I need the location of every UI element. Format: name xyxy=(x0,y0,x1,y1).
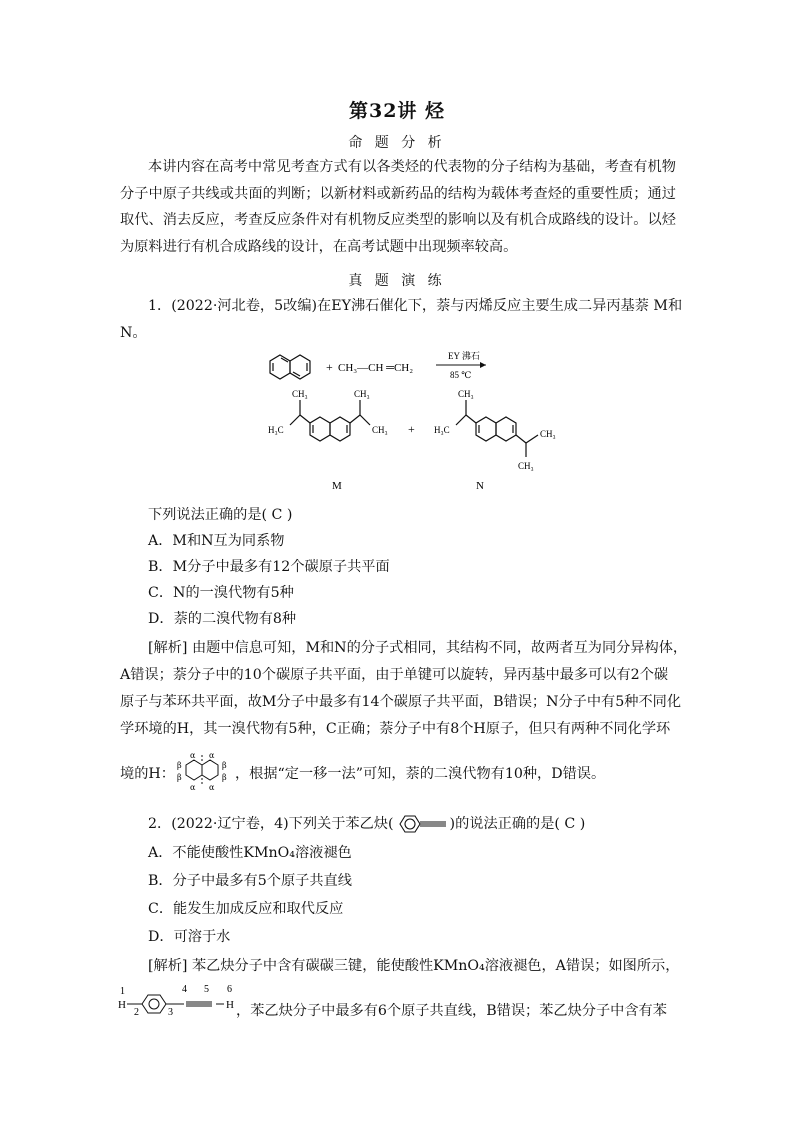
atom-number-3: 3 xyxy=(168,1007,173,1018)
reaction-plus-1: + xyxy=(326,360,333,374)
m-ch3-right: CH₃ xyxy=(372,425,388,435)
q1-stem-line-1: 1．(2022·河北卷，5改编)在EY沸石催化下，萘与丙烯反应主要生成二异丙基萘 M和 xyxy=(148,298,683,314)
q1-analysis-line-4: 学环境的H，其一溴代物有5种，C正确；萘分子中有8个H原子，但只有两种不同化学环 xyxy=(120,721,671,737)
propene-formula: CH₃—CH ═CH₂ xyxy=(338,362,414,374)
label-m: M xyxy=(332,480,342,492)
beta-label-3: β xyxy=(221,761,227,770)
atom-number-6: 6 xyxy=(227,984,232,995)
q2-analysis-line-1: [解析] 苯乙炔分子中含有碳碳三键，能使酸性KMnO₄溶液褪色，A错误；如图所示， xyxy=(148,958,680,974)
beta-label-4: β xyxy=(221,773,227,782)
q1-option-b: B．M分子中最多有12个碳原子共平面 xyxy=(148,559,390,575)
reaction-arrowhead xyxy=(480,362,486,368)
alpha-label-2: α xyxy=(208,751,215,760)
label-n: N xyxy=(476,480,484,492)
q1-analysis-line-5-end: ，根据“定一移一法”可知，萘的二溴代物有10种，D错误。 xyxy=(234,766,606,782)
reaction-plus-2: + xyxy=(408,422,415,436)
atom-h-left: H xyxy=(118,999,126,1011)
product-m-structure xyxy=(290,400,370,441)
naphthalene-alpha-beta-diagram xyxy=(175,750,233,796)
q2-option-d: D．可溶于水 xyxy=(148,929,231,945)
n-ch3-right: CH₃ xyxy=(540,429,556,439)
atom-number-5: 5 xyxy=(204,984,209,995)
q2-analysis-line-2: ，苯乙炔分子中最多有6个原子共直线，B错误；苯乙炔分子中含有苯 xyxy=(236,1003,667,1019)
q1-analysis-line-2: A错误；萘分子中的10个碳原子共平面，由于单键可以旋转，异丙基中最多可以有2个碳 xyxy=(120,667,669,683)
m-h3c-left: H₃C xyxy=(268,425,284,435)
catalyst-label: EY 沸石 xyxy=(448,351,480,361)
q2-option-c: C．能发生加成反应和取代反应 xyxy=(148,901,344,917)
product-n-structure xyxy=(456,400,538,457)
q2-stem-start: 2．(2022·辽宁卷，4)下列关于苯乙炔( xyxy=(148,816,394,832)
q1-option-c: C．N的一溴代物有5种 xyxy=(148,585,294,601)
section-heading-practice: 真 题 演 练 xyxy=(348,273,446,289)
q1-analysis-line-5-start: 境的H： xyxy=(120,766,175,782)
q1-reaction-scheme xyxy=(260,345,570,495)
n-ch3-bottom: CH₃ xyxy=(518,461,534,471)
alpha-label-1: α xyxy=(189,751,196,760)
n-ch3-top: CH₃ xyxy=(458,389,474,399)
page-title: 第32讲 烃 xyxy=(348,100,446,122)
section-heading-analysis: 命 题 分 析 xyxy=(348,135,446,151)
atom-number-4: 4 xyxy=(182,984,187,995)
alpha-label-3: α xyxy=(189,783,196,792)
intro-paragraph: 本讲内容在高考中常见考查方式有以各类烃的代表物的分子结构为基础，考查有机物分子中原子共线或共面的判断；以新材料或新药品的结构为载体考查烃的重要性质；通过取代、消去反应，考查反应条件对有机物反应类型的影响以及有机合成路线的设计。以烃为原料进行有机合成路线的设计，在高考试题中出现频率较高。 xyxy=(120,159,676,255)
q2-option-b: B．分子中最多有5个原子共直线 xyxy=(148,873,352,889)
phenylacetylene-structure xyxy=(394,814,450,834)
m-ch3-top-right: CH₃ xyxy=(354,389,370,399)
q1-ask: 下列说法正确的是( C ) xyxy=(148,507,293,523)
n-h3c-left: H₃C xyxy=(434,425,450,435)
q1-stem-line-2: N。 xyxy=(120,325,147,341)
q1-option-d: D．萘的二溴代物有8种 xyxy=(148,611,297,627)
q1-analysis-line-3: 原子与苯环共平面，故M分子中最多有14个碳原子共平面，B错误；N分子中有5种不同化 xyxy=(120,694,682,710)
atom-h-right: H xyxy=(226,999,234,1011)
q2-option-a: A．不能使酸性KMnO₄溶液褪色 xyxy=(148,845,352,861)
temperature-label: 85 ℃ xyxy=(450,370,472,380)
q2-stem-end: )的说法正确的是( C ) xyxy=(449,816,586,832)
atom-number-1: 1 xyxy=(120,986,125,997)
beta-label-2: β xyxy=(176,773,182,782)
naphthalene-structure xyxy=(270,355,310,379)
q1-analysis-line-1: [解析] 由题中信息可知，M和N的分子式相同，其结构不同，故两者互为同分异构体， xyxy=(148,640,688,656)
alpha-label-4: α xyxy=(208,783,215,792)
m-ch3-top-left: CH₃ xyxy=(292,389,308,399)
q2-stem xyxy=(148,813,708,835)
atom-number-2: 2 xyxy=(134,1007,139,1018)
q1-analysis-line-5 xyxy=(120,751,680,792)
beta-label-1: β xyxy=(176,761,182,770)
q1-option-a: A．M和N互为同系物 xyxy=(148,533,285,549)
phenylacetylene-numbered-diagram xyxy=(116,982,244,1022)
